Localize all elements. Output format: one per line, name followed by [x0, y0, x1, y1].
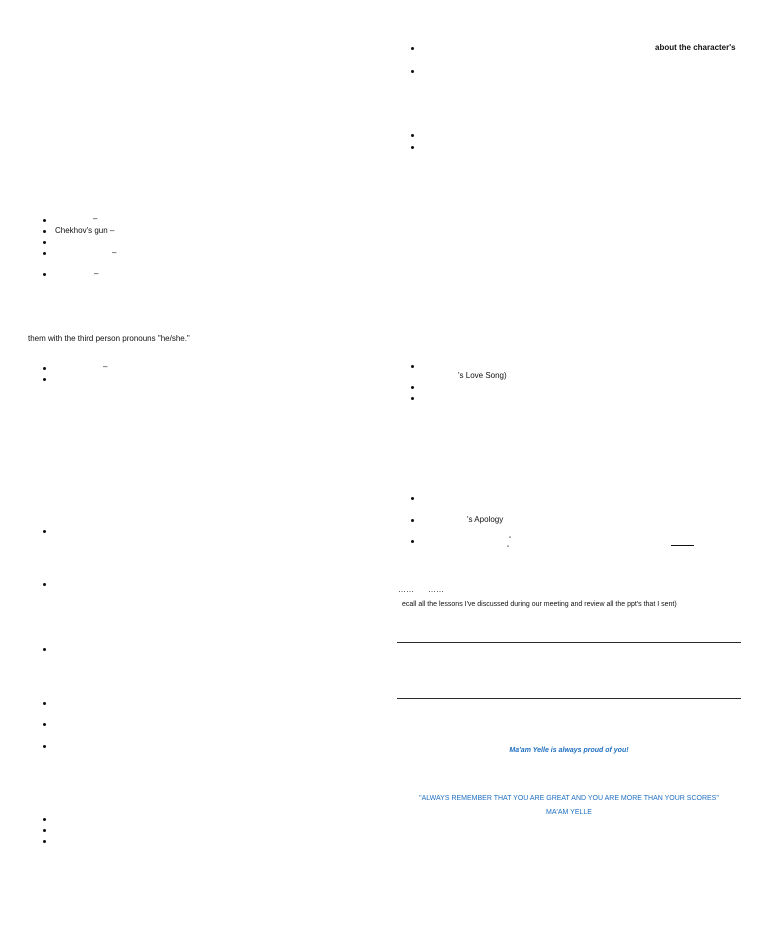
bullet — [43, 378, 46, 381]
list-item-chekhovs-gun: Chekhov's gun – — [55, 226, 115, 235]
bullet — [411, 397, 414, 400]
bullet — [411, 519, 414, 522]
dots: …… — [398, 585, 414, 594]
character-text: about the character's — [655, 43, 736, 52]
list-item-dash: – — [93, 214, 98, 223]
bullet — [411, 386, 414, 389]
bullet — [43, 367, 46, 370]
bullet — [411, 47, 414, 50]
divider — [397, 642, 741, 643]
bullet — [411, 540, 414, 543]
list-item-dash: – — [94, 269, 99, 278]
bullet — [43, 273, 46, 276]
bullet — [411, 497, 414, 500]
list-item-dash: – — [112, 248, 117, 257]
recall-line: ecall all the lessons I've discussed during our meeting and review all the ppt's that I sent) — [402, 601, 677, 608]
bullet — [411, 70, 414, 73]
signature: MA'AM YELLE — [546, 809, 592, 816]
dots: …… — [428, 585, 444, 594]
bullet — [411, 146, 414, 149]
bullet — [43, 840, 46, 843]
bullet — [43, 818, 46, 821]
bullet — [43, 230, 46, 233]
bullet — [43, 219, 46, 222]
bullet — [43, 745, 46, 748]
proud-line: Ma'am Yelle is always proud of you! — [509, 747, 629, 754]
bullet — [43, 241, 46, 244]
bullet — [43, 530, 46, 533]
list-item-dash: – — [103, 362, 108, 371]
quote-mark: " — [507, 546, 510, 552]
bullet — [411, 134, 414, 137]
bullet — [43, 829, 46, 832]
apology-text: 's Apology — [467, 515, 504, 524]
love-song-text: 's Love Song) — [458, 371, 507, 380]
bullet — [411, 365, 414, 368]
blank-underline — [671, 545, 694, 546]
quote-mark: " — [509, 537, 512, 543]
bullet — [43, 583, 46, 586]
remember-line: "ALWAYS REMEMBER THAT YOU ARE GREAT AND YOU ARE MORE THAN YOUR SCORES" — [419, 795, 719, 802]
bullet — [43, 648, 46, 651]
bullet — [43, 252, 46, 255]
bullet — [43, 723, 46, 726]
bullet — [43, 702, 46, 705]
pronouns-line: them with the third person pronouns "he/she." — [28, 334, 190, 343]
divider — [397, 698, 741, 699]
